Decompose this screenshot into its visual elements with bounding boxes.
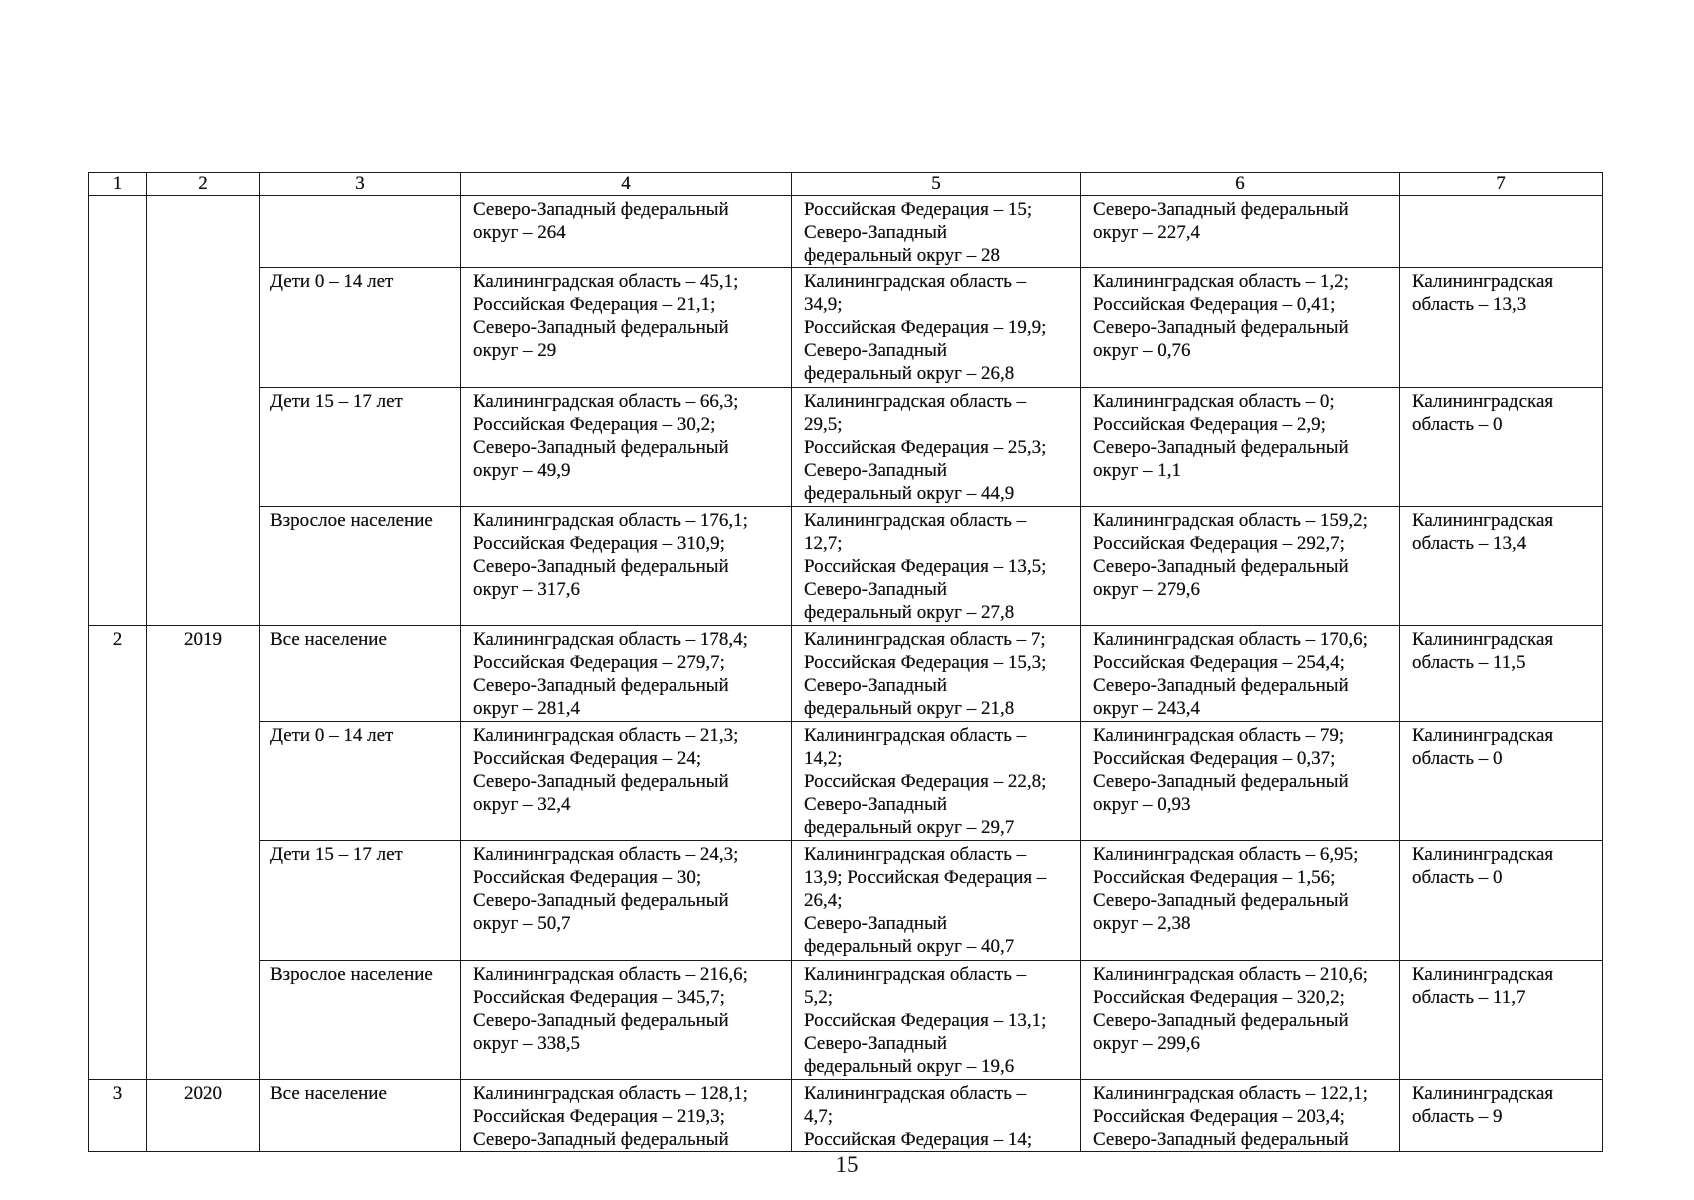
row-number-cell bbox=[89, 722, 147, 841]
row-number-cell bbox=[89, 507, 147, 626]
table-row bbox=[89, 196, 1603, 268]
table-row bbox=[89, 626, 1603, 722]
indicator-cell-7: Калининградская область – 13,3 bbox=[1400, 268, 1603, 388]
header-cell-1: 1 bbox=[89, 173, 147, 196]
row-number-cell bbox=[89, 196, 147, 268]
indicator-cell-5: Калининградская область – 5,2; Российская Федерация – 13,1; Северо-Западный федеральный округ – 19,6 bbox=[792, 961, 1081, 1080]
indicator-cell-5: Калининградская область – 29,5; Российская Федерация – 25,3; Северо-Западный федеральный округ – 44,9 bbox=[792, 388, 1081, 507]
year-cell: 2020 bbox=[147, 1080, 260, 1152]
indicator-cell-6: Калининградская область – 170,6; Российская Федерация – 254,4; Северо-Западный федеральный округ – 243,4 bbox=[1081, 626, 1400, 722]
header-cell-6: 6 bbox=[1081, 173, 1400, 196]
year-cell bbox=[147, 722, 260, 841]
indicator-cell-6: Калининградская область – 1,2; Российская Федерация – 0,41; Северо-Западный федеральный округ – 0,76 bbox=[1081, 268, 1400, 388]
year-cell bbox=[147, 841, 260, 961]
header-cell-2: 2 bbox=[147, 173, 260, 196]
indicator-cell-7: Калининградская область – 0 bbox=[1400, 841, 1603, 961]
population-group-cell bbox=[260, 196, 461, 268]
table-row bbox=[89, 388, 1603, 507]
year-cell: 2019 bbox=[147, 626, 260, 722]
header-cell-5: 5 bbox=[792, 173, 1081, 196]
row-number-cell bbox=[89, 961, 147, 1080]
indicator-cell-6: Калининградская область – 122,1; Российская Федерация – 203,4; Северо-Западный федеральный bbox=[1081, 1080, 1400, 1152]
year-cell bbox=[147, 961, 260, 1080]
indicator-cell-4: Калининградская область – 21,3; Российская Федерация – 24; Северо-Западный федеральный округ – 32,4 bbox=[461, 722, 792, 841]
population-group-cell: Дети 15 – 17 лет bbox=[260, 388, 461, 507]
population-group-cell: Дети 0 – 14 лет bbox=[260, 722, 461, 841]
header-cell-4: 4 bbox=[461, 173, 792, 196]
indicator-cell-4: Калининградская область – 216,6; Российская Федерация – 345,7; Северо-Западный федеральный округ – 338,5 bbox=[461, 961, 792, 1080]
indicator-cell-5: Калининградская область – 14,2; Российская Федерация – 22,8; Северо-Западный федеральный округ – 29,7 bbox=[792, 722, 1081, 841]
indicator-cell-5: Калининградская область – 34,9; Российская Федерация – 19,9; Северо-Западный федеральный округ – 26,8 bbox=[792, 268, 1081, 388]
indicator-cell-6: Калининградская область – 210,6; Российская Федерация – 320,2; Северо-Западный федеральный округ – 299,6 bbox=[1081, 961, 1400, 1080]
data-table bbox=[88, 172, 1603, 1152]
indicator-cell-4: Северо-Западный федеральный округ – 264 bbox=[461, 196, 792, 268]
population-group-cell: Все население bbox=[260, 626, 461, 722]
indicator-cell-4: Калининградская область – 178,4; Российская Федерация – 279,7; Северо-Западный федеральный округ – 281,4 bbox=[461, 626, 792, 722]
header-cell-7: 7 bbox=[1400, 173, 1603, 196]
year-cell bbox=[147, 196, 260, 268]
header-row bbox=[89, 173, 1603, 196]
population-group-cell: Все население bbox=[260, 1080, 461, 1152]
table-row bbox=[89, 722, 1603, 841]
indicator-cell-5: Калининградская область – 13,9; Российская Федерация – 26,4; Северо-Западный федеральный округ – 40,7 bbox=[792, 841, 1081, 961]
indicator-cell-7: Калининградская область – 11,5 bbox=[1400, 626, 1603, 722]
indicator-cell-7: Калининградская область – 0 bbox=[1400, 722, 1603, 841]
year-cell bbox=[147, 507, 260, 626]
population-group-cell: Взрослое население bbox=[260, 961, 461, 1080]
population-group-cell: Дети 0 – 14 лет bbox=[260, 268, 461, 388]
indicator-cell-4: Калининградская область – 66,3; Российская Федерация – 30,2; Северо-Западный федеральный округ – 49,9 bbox=[461, 388, 792, 507]
row-number-cell: 2 bbox=[89, 626, 147, 722]
page-number: 15 bbox=[835, 1152, 859, 1177]
indicator-cell-7: Калининградская область – 9 bbox=[1400, 1080, 1603, 1152]
indicator-cell-4: Калининградская область – 24,3; Российская Федерация – 30; Северо-Западный федеральный округ – 50,7 bbox=[461, 841, 792, 961]
indicator-cell-5: Калининградская область – 4,7; Российская Федерация – 14; bbox=[792, 1080, 1081, 1152]
table-row bbox=[89, 507, 1603, 626]
indicator-cell-6: Калининградская область – 79; Российская Федерация – 0,37; Северо-Западный федеральный округ – 0,93 bbox=[1081, 722, 1400, 841]
row-number-cell: 3 bbox=[89, 1080, 147, 1152]
table-row bbox=[89, 1080, 1603, 1152]
population-group-cell: Дети 15 – 17 лет bbox=[260, 841, 461, 961]
table-row bbox=[89, 961, 1603, 1080]
row-number-cell bbox=[89, 388, 147, 507]
indicator-cell-7 bbox=[1400, 196, 1603, 268]
indicator-cell-6: Калининградская область – 159,2; Российская Федерация – 292,7; Северо-Западный федеральный округ – 279,6 bbox=[1081, 507, 1400, 626]
indicator-cell-7: Калининградская область – 11,7 bbox=[1400, 961, 1603, 1080]
year-cell bbox=[147, 268, 260, 388]
table-row bbox=[89, 841, 1603, 961]
population-group-cell: Взрослое население bbox=[260, 507, 461, 626]
indicator-cell-7: Калининградская область – 0 bbox=[1400, 388, 1603, 507]
indicator-cell-6: Калининградская область – 0; Российская Федерация – 2,9; Северо-Западный федеральный округ – 1,1 bbox=[1081, 388, 1400, 507]
header-cell-3: 3 bbox=[260, 173, 461, 196]
indicator-cell-4: Калининградская область – 176,1; Российская Федерация – 310,9; Северо-Западный федеральный округ – 317,6 bbox=[461, 507, 792, 626]
table-row bbox=[89, 268, 1603, 388]
indicator-cell-5: Калининградская область – 12,7; Российская Федерация – 13,5; Северо-Западный федеральный округ – 27,8 bbox=[792, 507, 1081, 626]
year-cell bbox=[147, 388, 260, 507]
indicator-cell-7: Калининградская область – 13,4 bbox=[1400, 507, 1603, 626]
row-number-cell bbox=[89, 268, 147, 388]
indicator-cell-5: Калининградская область – 7; Российская Федерация – 15,3; Северо-Западный федеральный округ – 21,8 bbox=[792, 626, 1081, 722]
indicator-cell-5: Российская Федерация – 15; Северо-Западный федеральный округ – 28 bbox=[792, 196, 1081, 268]
indicator-cell-6: Калининградская область – 6,95; Российская Федерация – 1,56; Северо-Западный федеральный округ – 2,38 bbox=[1081, 841, 1400, 961]
indicator-cell-4: Калининградская область – 128,1; Российская Федерация – 219,3; Северо-Западный федеральный bbox=[461, 1080, 792, 1152]
row-number-cell bbox=[89, 841, 147, 961]
indicator-cell-4: Калининградская область – 45,1; Российская Федерация – 21,1; Северо-Западный федеральный округ – 29 bbox=[461, 268, 792, 388]
indicator-cell-6: Северо-Западный федеральный округ – 227,4 bbox=[1081, 196, 1400, 268]
